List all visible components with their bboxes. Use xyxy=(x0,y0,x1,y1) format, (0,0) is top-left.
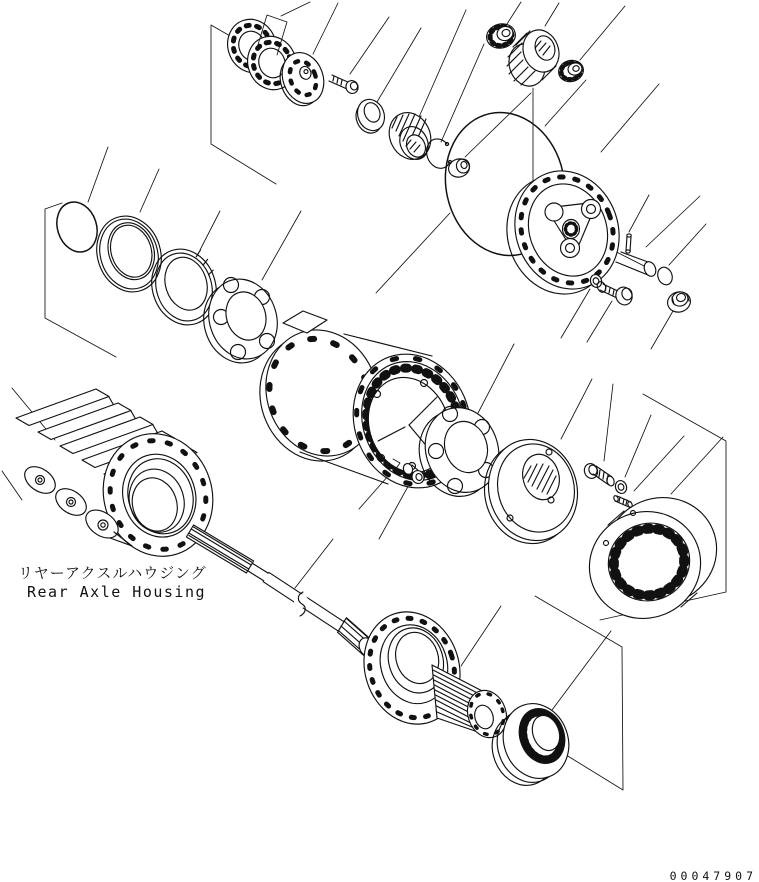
planet-carrier-assembly xyxy=(491,156,693,314)
seal-ring-1 xyxy=(87,208,171,301)
retainer-washer xyxy=(614,479,629,495)
roll-pin xyxy=(613,495,633,508)
plate-bolt xyxy=(329,75,360,95)
caption-japanese: リヤーアクスルハウジング xyxy=(18,564,207,582)
wheel-hub xyxy=(350,599,579,794)
flanged-nut xyxy=(665,289,692,314)
axle-shaft xyxy=(186,525,377,659)
hub-bearing-group xyxy=(408,398,732,635)
collar-ring xyxy=(351,95,390,137)
drawing-number: 00047907 xyxy=(669,869,757,882)
splined-nut xyxy=(556,58,586,85)
retainer-bolt xyxy=(582,462,615,487)
o-ring-large-left xyxy=(51,197,104,258)
pinion-bearing-group xyxy=(484,21,586,92)
pin-o-ring xyxy=(655,265,674,287)
roller-bearing-cage xyxy=(382,106,439,166)
caption-english: Rear Axle Housing xyxy=(27,583,207,601)
annulus-ring-gear xyxy=(573,481,733,635)
bracket-left xyxy=(45,203,116,357)
spring-pin xyxy=(626,234,631,253)
planet-pin xyxy=(616,252,658,278)
hub-splined-drum xyxy=(432,665,512,743)
seal-group xyxy=(51,197,288,372)
differential-subassembly xyxy=(220,12,471,179)
